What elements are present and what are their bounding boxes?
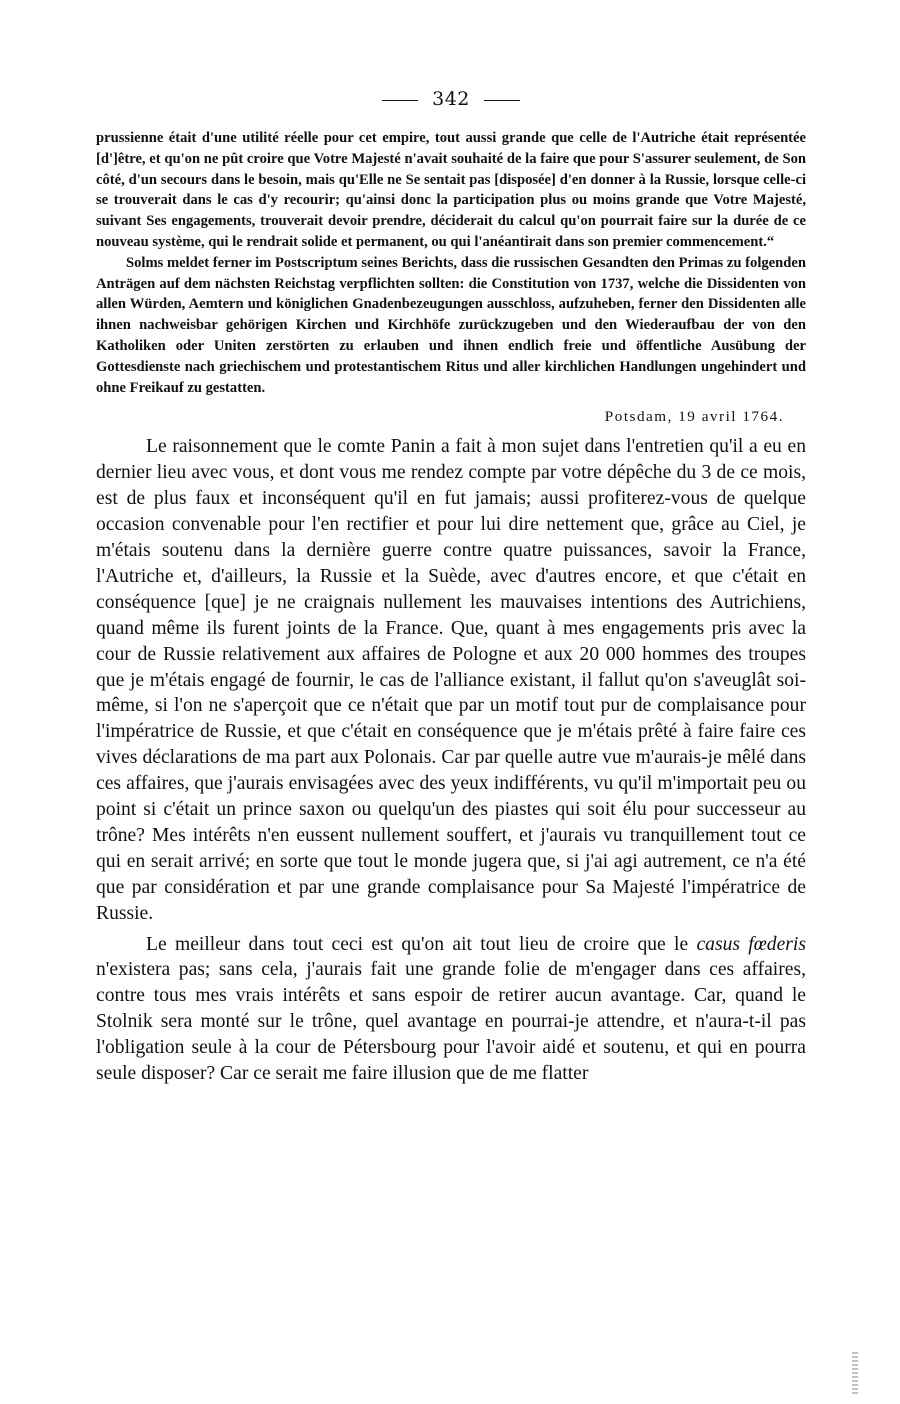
scan-edge-mark (852, 1352, 858, 1396)
letter-dateline: Potsdam, 19 avril 1764. (604, 408, 784, 426)
text-run: n'existera pas; sans cela, j'aurais fait une grande folie de m'engager dans ces affaires, contre tous mes vrais intérêts et sans espoir de retirer aucun avantage. Car, quand le Stolnik sera monté sur le trône, quel avantage en pourrai-je attendre, et n'aura-t-il pas l'obligation seule à la cour de Pétersbourg pour l'avoir aidé et soutenu, et qui en pourra seule disposer? Car ce serait me faire illusion que de me flatter (96, 959, 806, 1085)
latin-term: casus fœderis (696, 933, 806, 955)
letter-body (96, 434, 806, 1087)
report-excerpt-paragraph: prussienne était d'une utilité réelle pour cet empire, tout aussi grande que celle de l'Autriche était représentée [d']être, et qu'on ne pût croire que Votre Majesté n'avait souhaité de la faire que pour S'assurer seulement, de Son côté, d'un secours dans le besoin, mais qu'Elle ne Se sentait pas [disposée] d'en donner à la Russie, lorsque celle-ci se trouverait dans le cas d'y recourir; qu'ainsi donc la participation plus ou moins grande que Votre Majesté, suivant Ses engagements, trouverait devoir prendre, déciderait du calcul qu'on pourrait faire sur la durée de ce nouveau système, qui le rendrait solide et permanent, ou qui l'anéantirait dans son premier commencement.“ (96, 130, 806, 250)
report-excerpt (96, 128, 806, 398)
document-page (96, 88, 806, 1087)
page-number: 342 (432, 88, 470, 110)
editorial-note-paragraph: Solms meldet ferner im Postscriptum seines Berichts, dass die russischen Gesandten den Primas zu folgenden Anträgen auf dem nächsten Reichstag verpflichten sollten: die Constitution von 1737, welche die Dissidenten von allen Würden, Aemtern und königlichen Gnadenbezeugungen ausschloss, aufzuheben, ferner den Dissidenten alle ihnen nachweisbar gehörigen Kirchen und Kirchhöfe zurückzugeben und den Wiederaufbau der von den Katholiken oder Uniten zerstörten zu erlauben und ihnen endlich freie und öffentliche Ausübung der Gottesdienste nach griechischem und protestantischem Ritus und aller kirchlichen Handlungen ungehindert und ohne Freikauf zu gestatten. (96, 254, 806, 396)
page-header (96, 88, 806, 110)
letter-paragraph (96, 932, 806, 1087)
header-rule-left (382, 100, 418, 101)
text-run: Le meilleur dans tout ceci est qu'on ait tout lieu de croire que le (146, 933, 689, 955)
header-rule-right (484, 100, 520, 101)
letter-paragraph: Le raisonnement que le comte Panin a fait à mon sujet dans l'entretien qu'il a eu en dernier lieu avec vous, et dont vous me rendez compte par votre dépêche du 3 de ce mois, est de plus faux et inconséquent qu'il en fut jamais; aussi profiterez-vous de quelque occasion convenable pour l'en rectifier et pour lui dire nettement que, grâce au Ciel, je m'étais soutenu dans la dernière guerre contre quatre puissances, savoir la France, l'Autriche et, d'ailleurs, la Russie et la Suède, avec d'autres encore, et que c'était en conséquence [que] je ne craignais nullement les mauvaises intentions des Autrichiens, quand même ils furent joints de la France. Que, quant à mes engagements pris avec la cour de Russie relativement aux affaires de Pologne et aux 20 000 hommes des troupes que je m'étais engagé de fournir, le cas de l'alliance existant, il fallut qu'on s'aveuglât soi-même, si l'on ne s'aperçoit que ce n'était que par un motif tout pur de complaisance pour l'impératrice de Russie, et que c'était en conséquence que je m'étais prêté à faire faire ces vives déclarations de ma part aux Polonais. Car par quelle autre vue m'aurais-je mêlé dans ces affaires, que j'aurais envisagées avec des yeux indifférents, vu qu'il m'importait peu ou point si c'était un prince saxon ou quelqu'un des piastes qui soit élu pour successeur au trône? Mes intérêts n'en eussent nullement souffert, et j'aurais vu tranquillement tout ce qui en serait arrivé; en sorte que tout le monde jugera que, si j'ai agi autrement, ce n'a été que par considération et par une grande complaisance pour Sa Majesté l'impératrice de Russie. (96, 436, 806, 924)
